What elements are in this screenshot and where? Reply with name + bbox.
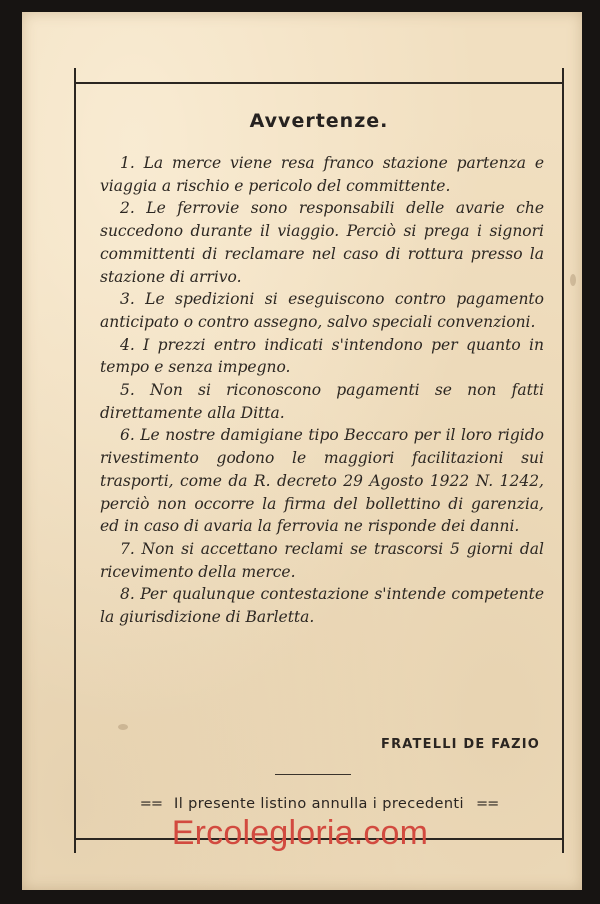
clause-6: 6. Le nostre damigiane tipo Beccaro per il loro rigido rivestimento godono le maggiori facilitazioni sui trasporti, come da R. decreto 29 Agosto 1922 N. 1242, perciò non occorre la firma del bollettino di garenzia, ed in caso di avaria la ferrovia ne risponde dei danni. <box>100 426 544 536</box>
notice-text: Il presente listino annulla i precedenti <box>174 796 464 812</box>
terms-list <box>100 152 544 629</box>
notice-right-mark: == <box>475 796 499 812</box>
postcard <box>22 12 582 890</box>
text-frame <box>74 68 564 853</box>
watermark-text: Ercolegloria.com <box>171 814 429 852</box>
separator-line <box>275 774 351 775</box>
clause-4: 4. I prezzi entro indicati s'intendono per quanto in tempo e senza impegno. <box>100 335 544 377</box>
clause-5: 5. Non si riconoscono pagamenti se non fatti direttamente alla Ditta. <box>100 381 544 422</box>
clause-7: 7. Non si accettano reclami se trascorsi 5 giorni dal ricevimento della merce. <box>100 539 544 581</box>
paper-stain <box>570 274 576 286</box>
notice-left-mark: == <box>139 796 163 812</box>
top-rule <box>74 82 564 84</box>
company-signature: FRATELLI DE FAZIO <box>381 737 540 752</box>
clause-8: 8. Per qualunque contestazione s'intende competente la giurisdizione di Barletta. <box>100 585 544 627</box>
clause-3: 3. Le spedizioni si eseguiscono contro pagamento anticipato o contro assegno, salvo speciali convenzioni. <box>100 290 544 331</box>
price-list-notice <box>76 796 562 812</box>
clause-2: 2. Le ferrovie sono responsabili delle avarie che succedono durante il viaggio. Perciò si prega i signori committenti di reclamare nel caso di rottura presso la stazione di arrivo. <box>100 199 544 286</box>
clause-1: 1. La merce viene resa franco stazione partenza e viaggia a rischio e pericolo del committente. <box>100 154 544 195</box>
document-title: Avvertenze. <box>249 110 389 132</box>
